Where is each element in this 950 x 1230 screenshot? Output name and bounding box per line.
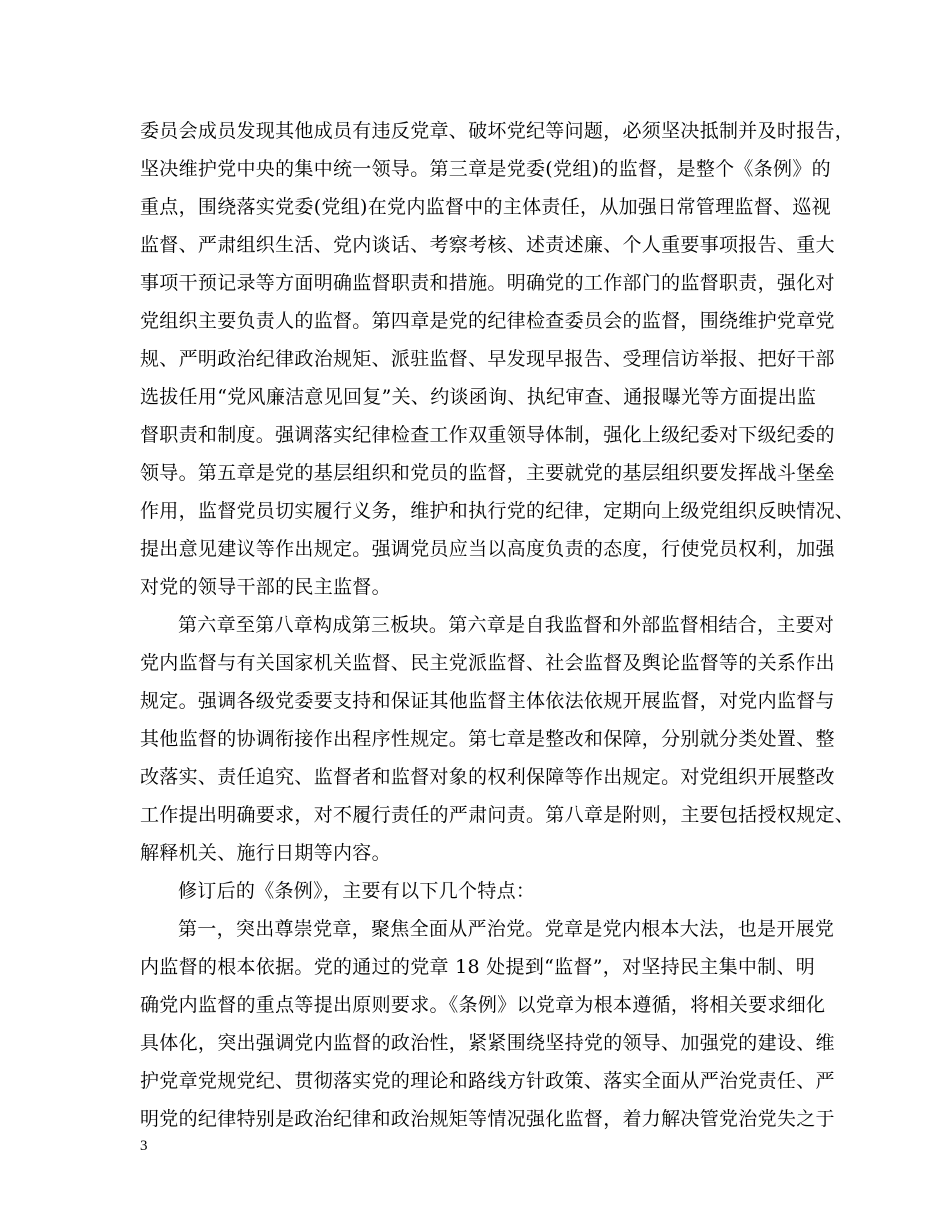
text-line: 其他监督的协调衔接作出程序性规定。第七章是整改和保障，分别就分类处置、整: [140, 728, 835, 750]
text-line: 第六章至第八章构成第三板块。第六章是自我监督和外部监督相结合，主要对: [178, 614, 835, 636]
page-number: 3: [140, 1138, 148, 1154]
text-line: 坚决维护党中央的集中统一领导。第三章是党委(党组)的监督，是整个《条例》的: [140, 158, 831, 180]
text-line: 党内监督与有关国家机关监督、民主党派监督、社会监督及舆论监督等的关系作出: [140, 652, 835, 674]
text-line: 监督、严肃组织生活、党内谈话、考察考核、述责述廉、个人重要事项报告、重大: [140, 234, 835, 256]
text-line: 作用，监督党员切实履行义务，维护和执行党的纪律，定期向上级党组织反映情况、: [140, 500, 855, 522]
text-line: 提出意见建议等作出规定。强调党员应当以高度负责的态度，行使党员权利，加强: [140, 538, 835, 560]
text-line: 内监督的根本依据。党的通过的党章 18 处提到“监督”，对坚持民主集中制、明: [140, 956, 816, 978]
text-line: 选拔任用“党风廉洁意见回复”关、约谈函询、执纪审查、通报曝光等方面提出监: [140, 386, 817, 408]
text-line: 护党章党规党纪、贯彻落实党的理论和路线方针政策、落实全面从严治党责任、严: [140, 1070, 835, 1092]
text-line: 规定。强调各级党委要支持和保证其他监督主体依法依规开展监督，对党内监督与: [140, 690, 835, 712]
text-line: 事项干预记录等方面明确监督职责和措施。明确党的工作部门的监督职责，强化对: [140, 272, 835, 294]
text-line: 具体化，突出强调党内监督的政治性，紧紧围绕坚持党的领导、加强党的建设、维: [140, 1032, 835, 1054]
text-line: 领导。第五章是党的基层组织和党员的监督，主要就党的基层组织要发挥战斗堡垒: [140, 462, 835, 484]
text-line: 重点，围绕落实党委(党组)在党内监督中的主体责任，从加强日常管理监督、巡视: [140, 196, 831, 218]
text-line: 明党的纪律特别是政治纪律和政治规矩等情况强化监督，着力解决管党治党失之于: [140, 1108, 835, 1130]
text-line: 规、严明政治纪律政治规矩、派驻监督、早发现早报告、受理信访举报、把好干部: [140, 348, 835, 370]
text-line: 确党内监督的重点等提出原则要求。《条例》以党章为根本遵循，将相关要求细化: [140, 994, 826, 1016]
text-line: 改落实、责任追究、监督者和监督对象的权利保障等作出规定。对党组织开展整改: [140, 766, 835, 788]
text-line: 对党的领导干部的民主监督。: [140, 576, 391, 598]
text-line: 督职责和制度。强调落实纪律检查工作双重领导体制，强化上级纪委对下级纪委的: [140, 424, 835, 446]
text-line: 委员会成员发现其他成员有违反党章、破坏党纪等问题，必须坚决抵制并及时报告，: [140, 120, 855, 142]
text-line: 解释机关、施行日期等内容。: [140, 842, 391, 864]
text-line: 工作提出明确要求，对不履行责任的严肃问责。第八章是附则，主要包括授权规定、: [140, 804, 855, 826]
text-line: 第一，突出尊崇党章，聚焦全面从严治党。党章是党内根本大法，也是开展党: [178, 918, 835, 940]
text-line: 修订后的《条例》，主要有以下几个特点：: [178, 880, 536, 902]
document-body: [140, 112, 855, 1138]
text-line: 党组织主要负责人的监督。第四章是党的纪律检查委员会的监督，围绕维护党章党: [140, 310, 835, 332]
